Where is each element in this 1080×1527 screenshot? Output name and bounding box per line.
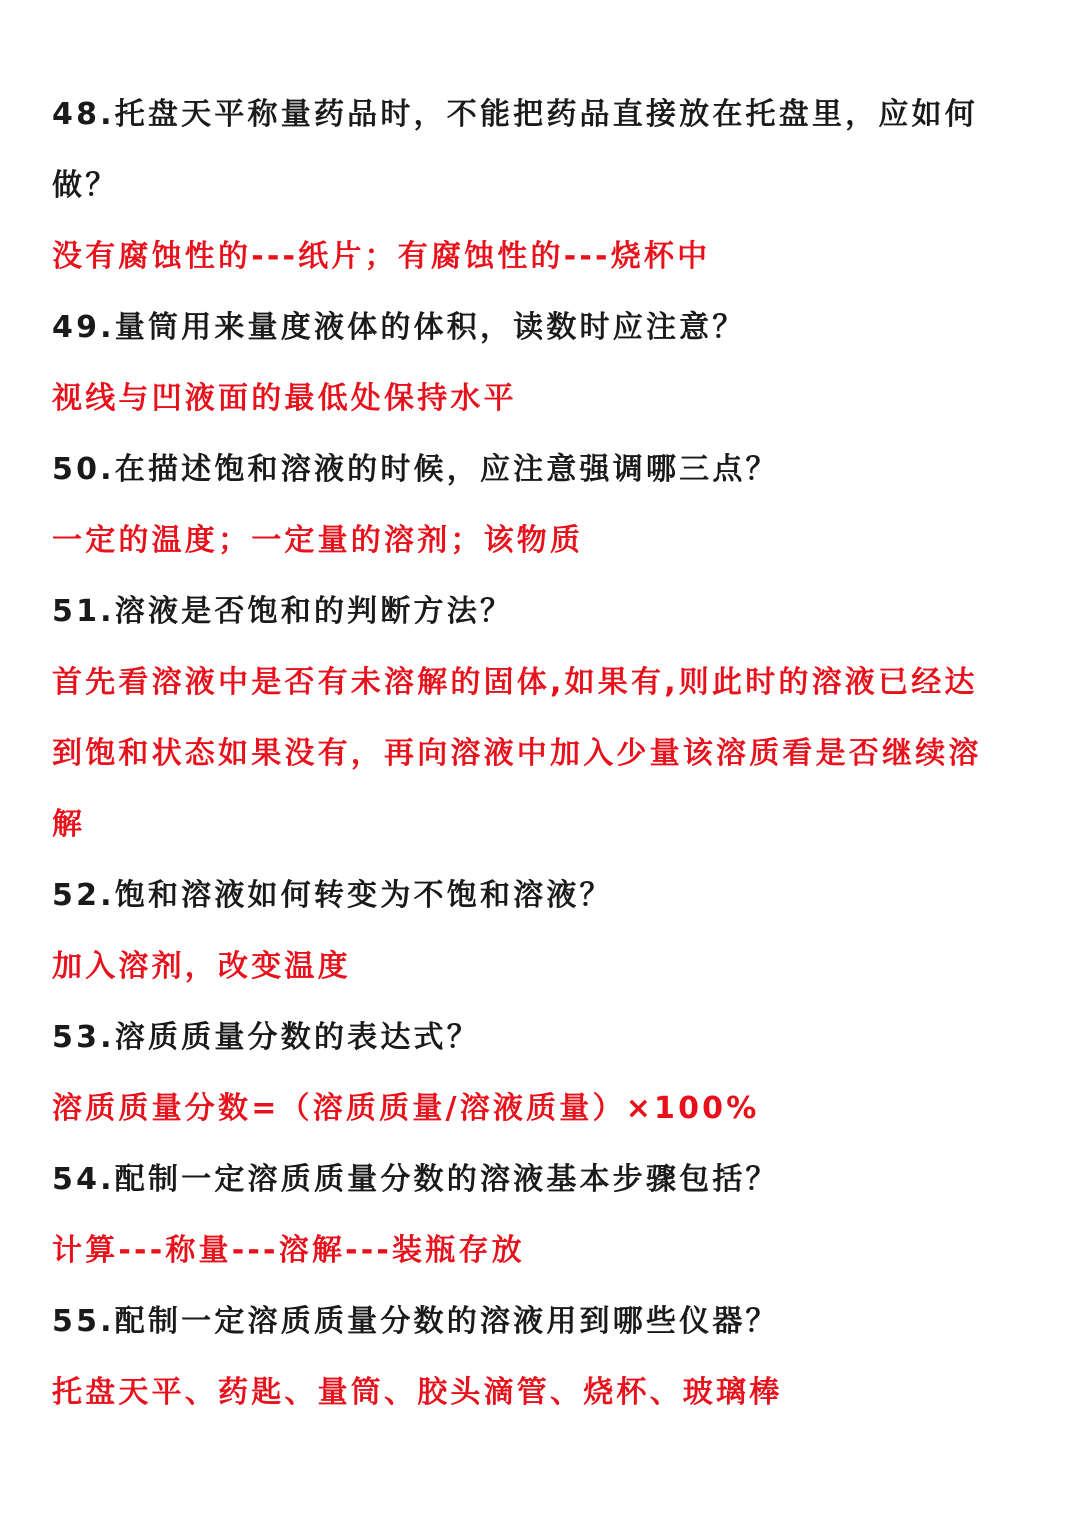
question-54-line-1: 54.配制一定溶质质量分数的溶液基本步骤包括？ [52,1162,779,1197]
answer-48-line-1: 没有腐蚀性的---纸片；有腐蚀性的---烧杯中 [52,239,711,274]
qa-item-48 [52,79,1042,292]
qa-item-52 [52,860,1042,1002]
qa-document [52,79,1042,1428]
question-52-line-1: 52.饱和溶液如何转变为不饱和溶液？ [52,878,613,913]
answer-55-line-1: 托盘天平、药匙、量筒、胶头滴管、烧杯、玻璃棒 [52,1375,783,1410]
answer-51-line-3: 解 [52,807,86,842]
qa-item-53 [52,1002,1042,1144]
question-51-line-1: 51.溶液是否饱和的判断方法？ [52,594,514,629]
question-48-line-1: 48.托盘天平称量药品时，不能把药品直接放在托盘里，应如何 [52,97,978,132]
answer-51-line-2: 到饱和状态如果没有，再向溶液中加入少量该溶质看是否继续溶 [52,736,982,771]
qa-item-50 [52,434,1042,576]
qa-item-51 [52,576,1042,860]
question-55-line-1: 55.配制一定溶质质量分数的溶液用到哪些仪器？ [52,1304,779,1339]
qa-item-55 [52,1286,1042,1428]
qa-item-54 [52,1144,1042,1286]
answer-53-line-1: 溶质质量分数=（溶质质量/溶液质量）×100% [52,1091,760,1126]
answer-54-line-1: 计算---称量---溶解---装瓶存放 [52,1233,525,1268]
question-48-line-2: 做？ [52,168,119,203]
answer-51-line-1: 首先看溶液中是否有未溶解的固体,如果有,则此时的溶液已经达 [52,665,978,700]
answer-49-line-1: 视线与凹液面的最低处保持水平 [52,381,517,416]
question-49-line-1: 49.量筒用来量度液体的体积，读数时应注意？ [52,310,746,345]
question-50-line-1: 50.在描述饱和溶液的时候，应注意强调哪三点？ [52,452,779,487]
answer-50-line-1: 一定的温度；一定量的溶剂；该物质 [52,523,584,558]
answer-52-line-1: 加入溶剂，改变温度 [52,949,351,984]
question-53-line-1: 53.溶质质量分数的表达式？ [52,1020,480,1055]
qa-item-49 [52,292,1042,434]
